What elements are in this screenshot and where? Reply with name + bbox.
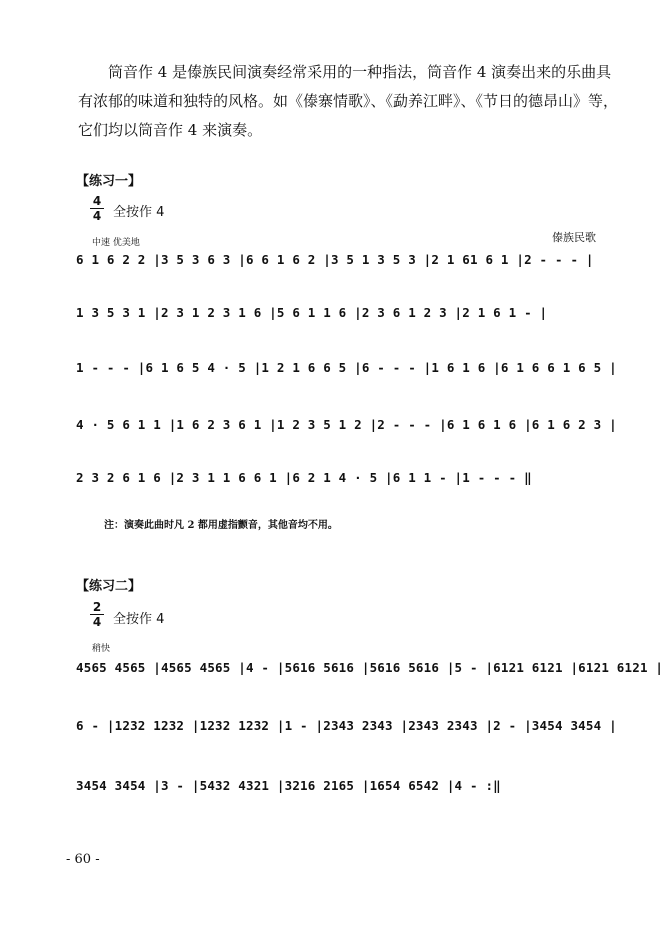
exercise2-time-numerator: 2 xyxy=(92,600,102,614)
exercise2-score-line-1: 4565 4565 |4565 4565 |4 - |5616 5616 |5616 5616 |5 - |6121 6121 |6121 6121 | xyxy=(76,660,663,675)
exercise1-fingering: 全按作 4 xyxy=(113,205,165,220)
exercise1-note: 注：演奏此曲时凡 2 都用虚指颤音，其他音均不用。 xyxy=(104,520,338,531)
exercise1-score-line-1: 6 1 6 2 2 |3 5 3 6 3 |6 6 1 6 2 |3 5 1 3 5 3 |2 1 61 6 1 |2 - - - | xyxy=(76,252,594,267)
page-number: - 60 - xyxy=(66,852,100,867)
exercise1-time-denominator: 4 xyxy=(92,209,102,223)
exercise2-tempo: 稍快 xyxy=(92,644,111,654)
exercise1-time-signature xyxy=(90,195,104,222)
exercise2-heading: 【练习二】 xyxy=(76,579,142,594)
exercise1-heading: 【练习一】 xyxy=(76,174,142,189)
exercise1-score-line-5: 2 3 2 6 1 6 |2 3 1 1 6 6 1 |6 2 1 4 · 5 |6 1 1 - |1 - - - ‖ xyxy=(76,470,532,485)
exercise1-score-line-4: 4 · 5 6 1 1 |1 6 2 3 6 1 |1 2 3 5 1 2 |2 - - - |6 1 6 1 6 |6 1 6 2 3 | xyxy=(76,417,617,432)
exercise1-score-line-2: 1 3 5 3 1 |2 3 1 2 3 1 6 |5 6 1 1 6 |2 3 6 1 2 3 |2 1 6 1 - | xyxy=(76,305,548,320)
exercise2-score-line-3: 3454 3454 |3 - |5432 4321 |3216 2165 |1654 6542 |4 - :‖ xyxy=(76,778,501,793)
exercise1-time-numerator: 4 xyxy=(92,194,102,208)
exercise1-tempo: 中速 优美地 xyxy=(92,238,140,248)
exercise2-score-line-2: 6 - |1232 1232 |1232 1232 |1 - |2343 2343 |2343 2343 |2 - |3454 3454 | xyxy=(76,718,617,733)
exercise2-time-signature xyxy=(90,601,104,628)
intro-line-1: 筒音作 4 是傣族民间演奏经常采用的一种指法，筒音作 4 演奏出来的乐曲具 xyxy=(108,63,612,81)
exercise2-time-denominator: 4 xyxy=(92,615,102,629)
intro-line-2: 有浓郁的味道和独特的风格。如《傣寨情歌》、《勐养江畔》、《节日的德昂山》等， xyxy=(78,92,619,110)
intro-paragraph xyxy=(78,58,618,145)
intro-line-3: 它们均以筒音作 4 来演奏。 xyxy=(78,121,263,139)
exercise2-fingering: 全按作 4 xyxy=(113,612,165,627)
exercise1-score-line-3: 1 - - - |6 1 6 5 4 · 5 |1 2 1 6 6 5 |6 - - - |1 6 1 6 |6 1 6 6 1 6 5 | xyxy=(76,360,617,375)
exercise1-origin: 傣族民歌 xyxy=(552,231,596,244)
